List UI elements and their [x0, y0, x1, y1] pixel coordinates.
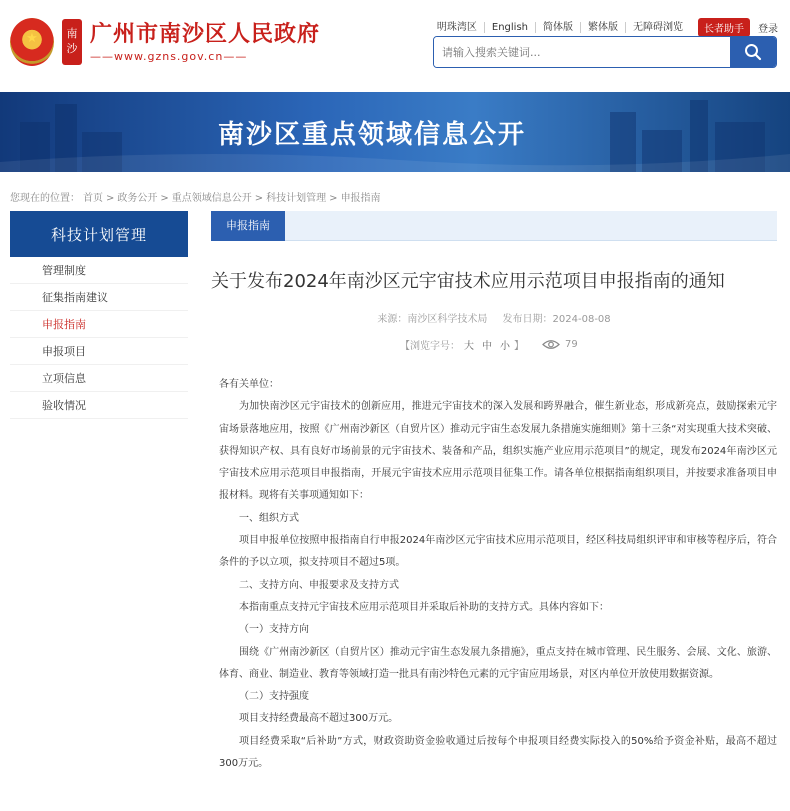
link-simplified[interactable]: 简体版	[535, 22, 580, 33]
site-header	[0, 0, 790, 92]
font-size-large[interactable]: 大	[464, 341, 474, 352]
login-link[interactable]: 登录	[758, 24, 778, 35]
article-paragraph: 二、支持方向、申报要求及支持方式	[239, 579, 399, 591]
article-paragraph: 本指南重点支持元宇宙技术应用示范项目并采取后补助的支持方式。具体内容如下：	[239, 601, 609, 613]
article-source: 来源：南沙区科学技术局	[377, 314, 488, 325]
font-size-medium[interactable]: 中	[482, 341, 492, 352]
article-body	[219, 374, 777, 775]
sidebar-item-management-system[interactable]: 管理制度	[10, 257, 188, 284]
banner	[0, 92, 790, 172]
breadcrumb-item[interactable]: 政务公开	[117, 193, 158, 204]
sidebar-item-acceptance[interactable]: 验收情况	[10, 392, 188, 419]
breadcrumb-separator: >	[329, 193, 338, 204]
article-date: 发布日期：2024-08-08	[502, 314, 611, 325]
article-paragraph: （二）支持强度	[239, 691, 309, 703]
sidebar-item-guide-suggestions[interactable]: 征集指南建议	[10, 284, 188, 311]
search-button[interactable]	[730, 37, 776, 67]
elder-helper-button[interactable]: 长者助手	[698, 18, 750, 37]
breadcrumb-separator: >	[160, 193, 169, 204]
article-paragraph: 项目支持经费最高不超过300万元。	[239, 713, 399, 725]
nansha-seal-icon: 南沙	[62, 19, 82, 65]
link-english[interactable]: English	[484, 22, 535, 33]
link-accessibility[interactable]: 无障碍浏览	[625, 22, 690, 33]
font-size-close: 】	[514, 341, 524, 352]
site-name: 广州市南沙区人民政府	[90, 21, 321, 47]
breadcrumb-item[interactable]: 重点领域信息公开	[171, 193, 252, 204]
link-mingzhu-bay[interactable]: 明珠湾区	[436, 22, 477, 33]
article-tools	[400, 337, 578, 352]
site-url: ——www.gzns.gov.cn——	[90, 49, 248, 63]
banner-title: 南沙区重点领域信息公开	[218, 120, 527, 150]
sidebar-item-approval-info[interactable]: 立项信息	[10, 365, 188, 392]
breadcrumb-item[interactable]: 首页	[83, 193, 103, 204]
sidebar-item-applied-projects[interactable]: 申报项目	[10, 338, 188, 365]
sidebar	[10, 211, 188, 419]
article-paragraph: 围绕《广州南沙新区（自贸片区）推动元宇宙生态发展九条措施》，重点支持在城市管理、民生服务、会展、文化、旅游、体育、商业、制造业、教育等领域打造一批具有南沙特色元素的元宇宙应用场景，对区内单位开放使用数据资源。	[219, 646, 777, 680]
article-paragraph: （一）支持方向	[239, 624, 309, 636]
article-paragraph: 一、组织方式	[239, 512, 299, 524]
article-paragraph: 项目经费采取“后补助”方式，财政资助资金验收通过后按每个申报项目经费实际投入的50%给予资金补贴，最高不超过300万元。	[219, 735, 777, 770]
top-links	[430, 18, 778, 37]
breadcrumb	[10, 189, 384, 204]
breadcrumb-label: 您现在的位置：	[10, 193, 80, 204]
article-meta	[211, 310, 777, 325]
font-size-label: 【浏览字号：	[400, 341, 460, 352]
search-bar	[433, 36, 777, 68]
sidebar-item-application-guide[interactable]: 申报指南	[10, 311, 188, 338]
search-icon	[744, 43, 762, 61]
breadcrumb-item[interactable]: 科技计划管理	[266, 193, 327, 204]
article-paragraph: 为加快南沙区元宇宙技术的创新应用，推进元宇宙技术的深入发展和跨界融合，催生新业态，形成新亮点，鼓励探索元宇宙场景落地应用，按照《广州南沙新区（自贸片区）推动元宇宙生态发展九条措施实施细则》第十三条“对实现重大技术突破、获得知识产权、具有良好市场前景的元宇宙技术、装备和产品，组织实施产业应用示范项目”的规定，现发布2024年南沙区元宇宙技术应用示范项目申报指南，开展元宇宙技术应用示范项目征集工作。请各单位根据指南组织项目，并按要求准备项目申报材料。现将有关事项通知如下：	[219, 401, 777, 502]
tab-application-guide[interactable]: 申报指南	[211, 211, 285, 241]
view-count-value: 79	[565, 339, 578, 350]
sidebar-title: 科技计划管理	[10, 211, 188, 257]
section-tab-bar	[211, 211, 777, 241]
site-logo[interactable]	[10, 18, 320, 66]
view-count	[542, 339, 578, 350]
article-title: 关于发布2024年南沙区元宇宙技术应用示范项目申报指南的通知	[211, 271, 725, 292]
article-paragraph: 项目申报单位按照申报指南自行申报2024年南沙区元宇宙技术应用示范项目，经区科技局组织评审和审核等程序后，符合条件的予以立项，拟支持项目不超过5项。	[219, 535, 777, 569]
breadcrumb-separator: >	[254, 193, 264, 204]
national-emblem-icon	[10, 18, 54, 66]
link-traditional[interactable]: 繁体版	[580, 22, 625, 33]
breadcrumb-item[interactable]: 申报指南	[340, 193, 381, 204]
breadcrumb-separator: >	[106, 193, 115, 204]
eye-icon	[542, 339, 560, 350]
search-input[interactable]	[434, 37, 730, 67]
article-paragraph: 各有关单位：	[219, 379, 279, 390]
font-size-small[interactable]: 小	[500, 341, 510, 352]
